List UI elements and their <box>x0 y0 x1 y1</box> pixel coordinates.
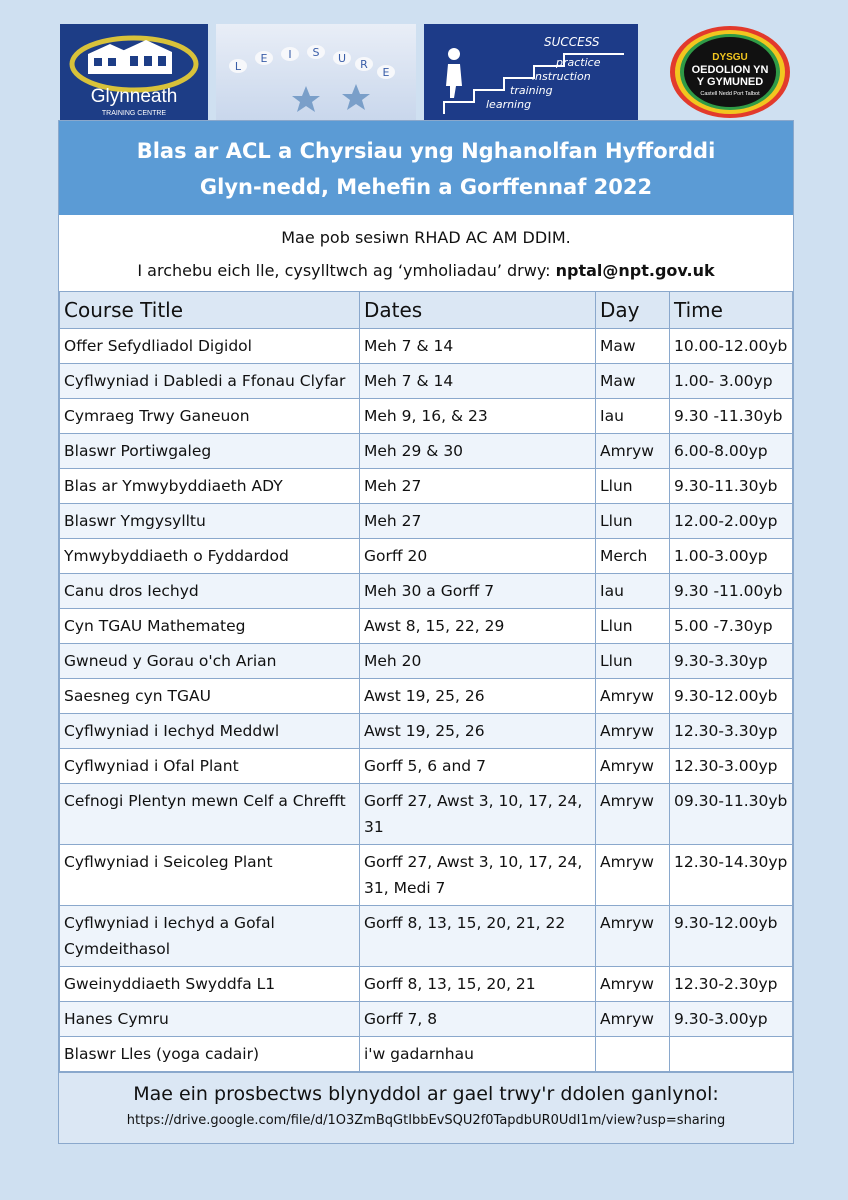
success-logo <box>424 24 638 120</box>
footer <box>59 1072 793 1143</box>
course-day: Amryw <box>596 679 670 714</box>
course-time: 9.30-12.00yb <box>670 906 793 967</box>
success-word: practice <box>556 56 601 69</box>
course-day: Amryw <box>596 906 670 967</box>
course-dates: Gorff 27, Awst 3, 10, 17, 24, 31 <box>360 784 596 845</box>
course-dates: i'w gadarnhau <box>360 1037 596 1072</box>
course-day: Llun <box>596 469 670 504</box>
course-dates: Awst 19, 25, 26 <box>360 679 596 714</box>
course-title: Offer Sefydliadol Digidol <box>60 329 360 364</box>
course-title: Cyn TGAU Mathemateg <box>60 609 360 644</box>
course-day: Amryw <box>596 967 670 1002</box>
intro-booking-text: I archebu eich lle, cysylltwch ag ‘ymholiadau’ drwy: <box>137 261 556 280</box>
header-day: Day <box>596 292 670 329</box>
course-dates: Gorff 27, Awst 3, 10, 17, 24, 31, Medi 7 <box>360 845 596 906</box>
course-time: 12.00-2.00yp <box>670 504 793 539</box>
course-title: Cyflwyniad i Ofal Plant <box>60 749 360 784</box>
course-dates: Awst 8, 15, 22, 29 <box>360 609 596 644</box>
leisure-logo-art <box>216 24 416 120</box>
header-dates: Dates <box>360 292 596 329</box>
acl-logo <box>666 24 794 120</box>
table-row <box>60 644 793 679</box>
header-course-title: Course Title <box>60 292 360 329</box>
course-dates: Meh 20 <box>360 644 596 679</box>
course-day: Llun <box>596 644 670 679</box>
table-row <box>60 679 793 714</box>
course-day: Merch <box>596 539 670 574</box>
course-day <box>596 1037 670 1072</box>
course-dates: Gorff 8, 13, 15, 20, 21 <box>360 967 596 1002</box>
course-time: 10.00-12.00yb <box>670 329 793 364</box>
starfish-icon <box>342 84 370 110</box>
course-dates: Gorff 5, 6 and 7 <box>360 749 596 784</box>
leisure-letter: S <box>312 46 320 59</box>
course-title: Cymraeg Trwy Ganeuon <box>60 399 360 434</box>
success-logo-art <box>424 24 638 120</box>
course-day: Llun <box>596 609 670 644</box>
table-header-row <box>60 292 793 329</box>
table-row <box>60 967 793 1002</box>
table-row <box>60 906 793 967</box>
table-row <box>60 1002 793 1037</box>
leisure-letter: E <box>260 52 268 65</box>
course-dates: Meh 30 a Gorff 7 <box>360 574 596 609</box>
table-row <box>60 574 793 609</box>
course-dates: Meh 9, 16, & 23 <box>360 399 596 434</box>
course-day: Amryw <box>596 434 670 469</box>
leisure-logo <box>216 24 416 120</box>
course-time: 9.30 -11.00yb <box>670 574 793 609</box>
course-time: 9.30-12.00yb <box>670 679 793 714</box>
course-dates: Gorff 7, 8 <box>360 1002 596 1037</box>
title-line-2: Glyn-nedd, Mehefin a Gorffennaf 2022 <box>199 175 653 199</box>
table-row <box>60 469 793 504</box>
success-word: training <box>510 84 553 97</box>
course-title: Cyflwyniad i Dabledi a Ffonau Clyfar <box>60 364 360 399</box>
header-time: Time <box>670 292 793 329</box>
course-day: Iau <box>596 574 670 609</box>
table-row <box>60 364 793 399</box>
course-title: Cefnogi Plentyn mewn Celf a Chrefft <box>60 784 360 845</box>
course-time: 12.30-2.30yp <box>670 967 793 1002</box>
course-dates: Meh 29 & 30 <box>360 434 596 469</box>
acl-line1: DYSGU <box>712 52 748 63</box>
leisure-letter: R <box>360 58 368 71</box>
course-time: 12.30-3.30yp <box>670 714 793 749</box>
course-title: Cyflwyniad i Iechyd Meddwl <box>60 714 360 749</box>
course-time: 6.00-8.00yp <box>670 434 793 469</box>
course-time: 12.30-14.30yp <box>670 845 793 906</box>
course-time: 9.30 -11.30yb <box>670 399 793 434</box>
title-band <box>59 121 793 215</box>
course-day: Iau <box>596 399 670 434</box>
glynneath-logo <box>60 24 208 120</box>
course-day: Amryw <box>596 714 670 749</box>
leisure-letter: E <box>382 66 390 79</box>
course-time: 5.00 -7.30yp <box>670 609 793 644</box>
leisure-letter: L <box>234 60 242 73</box>
course-time: 9.30-3.30yp <box>670 644 793 679</box>
course-title: Blaswr Lles (yoga cadair) <box>60 1037 360 1072</box>
course-title: Saesneg cyn TGAU <box>60 679 360 714</box>
course-dates: Awst 19, 25, 26 <box>360 714 596 749</box>
leisure-letter: I <box>288 48 292 61</box>
course-day: Llun <box>596 504 670 539</box>
table-row <box>60 784 793 845</box>
course-time <box>670 1037 793 1072</box>
course-dates: Gorff 8, 13, 15, 20, 21, 22 <box>360 906 596 967</box>
course-time: 1.00-3.00yp <box>670 539 793 574</box>
course-time: 9.30-11.30yb <box>670 469 793 504</box>
course-time: 1.00- 3.00yp <box>670 364 793 399</box>
intro-free: Mae pob sesiwn RHAD AC AM DDIM. <box>281 228 571 247</box>
starfish-icon <box>292 86 320 112</box>
table-row <box>60 714 793 749</box>
success-word: instruction <box>532 70 591 83</box>
course-sheet <box>58 120 794 1144</box>
course-title: Gwneud y Gorau o'ch Arian <box>60 644 360 679</box>
course-time: 12.30-3.00yp <box>670 749 793 784</box>
course-title: Blaswr Ymgysylltu <box>60 504 360 539</box>
contact-email-link[interactable]: nptal@npt.gov.uk <box>555 261 715 280</box>
course-day: Amryw <box>596 845 670 906</box>
glynneath-logo-sub: TRAINING CENTRE <box>101 110 167 117</box>
leisure-letter: U <box>337 52 347 65</box>
course-time: 09.30-11.30yb <box>670 784 793 845</box>
person-icon <box>448 48 460 60</box>
acl-line4: Castell Nedd Port Talbot <box>700 91 760 97</box>
logo-strip <box>58 24 792 120</box>
table-row <box>60 609 793 644</box>
prospectus-link[interactable]: https://drive.google.com/file/d/1O3ZmBqGtIbbEvSQU2f0TapdbUR0UdI1m/view?usp=sharing <box>126 1113 726 1128</box>
course-day: Amryw <box>596 784 670 845</box>
course-title: Hanes Cymru <box>60 1002 360 1037</box>
acl-logo-art <box>666 24 794 120</box>
course-table <box>59 291 793 1072</box>
intro-booking <box>59 254 793 287</box>
success-word: learning <box>486 98 532 111</box>
glynneath-logo-art <box>60 24 208 120</box>
course-time: 9.30-3.00yp <box>670 1002 793 1037</box>
course-day: Amryw <box>596 749 670 784</box>
table-body <box>60 329 793 1072</box>
course-day: Amryw <box>596 1002 670 1037</box>
course-dates: Meh 27 <box>360 469 596 504</box>
course-title: Cyflwyniad i Seicoleg Plant <box>60 845 360 906</box>
table-row <box>60 539 793 574</box>
table-row <box>60 504 793 539</box>
table-row <box>60 399 793 434</box>
course-title: Cyflwyniad i Iechyd a Gofal Cymdeithasol <box>60 906 360 967</box>
table-row <box>60 329 793 364</box>
table-row <box>60 845 793 906</box>
course-dates: Meh 7 & 14 <box>360 364 596 399</box>
course-title: Blaswr Portiwgaleg <box>60 434 360 469</box>
table-row <box>60 749 793 784</box>
course-title: Gweinyddiaeth Swyddfa L1 <box>60 967 360 1002</box>
title-line-1: Blas ar ACL a Chyrsiau yng Nghanolfan Hyfforddi <box>136 139 716 163</box>
course-dates: Gorff 20 <box>360 539 596 574</box>
course-day: Maw <box>596 329 670 364</box>
course-title: Blas ar Ymwybyddiaeth ADY <box>60 469 360 504</box>
acl-line2: OEDOLION YN <box>691 64 769 76</box>
course-dates: Meh 27 <box>360 504 596 539</box>
acl-line3: Y GYMUNED <box>696 76 764 88</box>
success-word: SUCCESS <box>544 35 600 49</box>
glynneath-logo-name: Glynneath <box>90 86 178 107</box>
intro <box>59 215 793 291</box>
course-title: Ymwybyddiaeth o Fyddardod <box>60 539 360 574</box>
course-day: Maw <box>596 364 670 399</box>
table-row <box>60 1037 793 1072</box>
course-title: Canu dros Iechyd <box>60 574 360 609</box>
prospectus-note: Mae ein prosbectws blynyddol ar gael trwy'r ddolen ganlynol: <box>133 1083 719 1105</box>
course-dates: Meh 7 & 14 <box>360 329 596 364</box>
table-row <box>60 434 793 469</box>
